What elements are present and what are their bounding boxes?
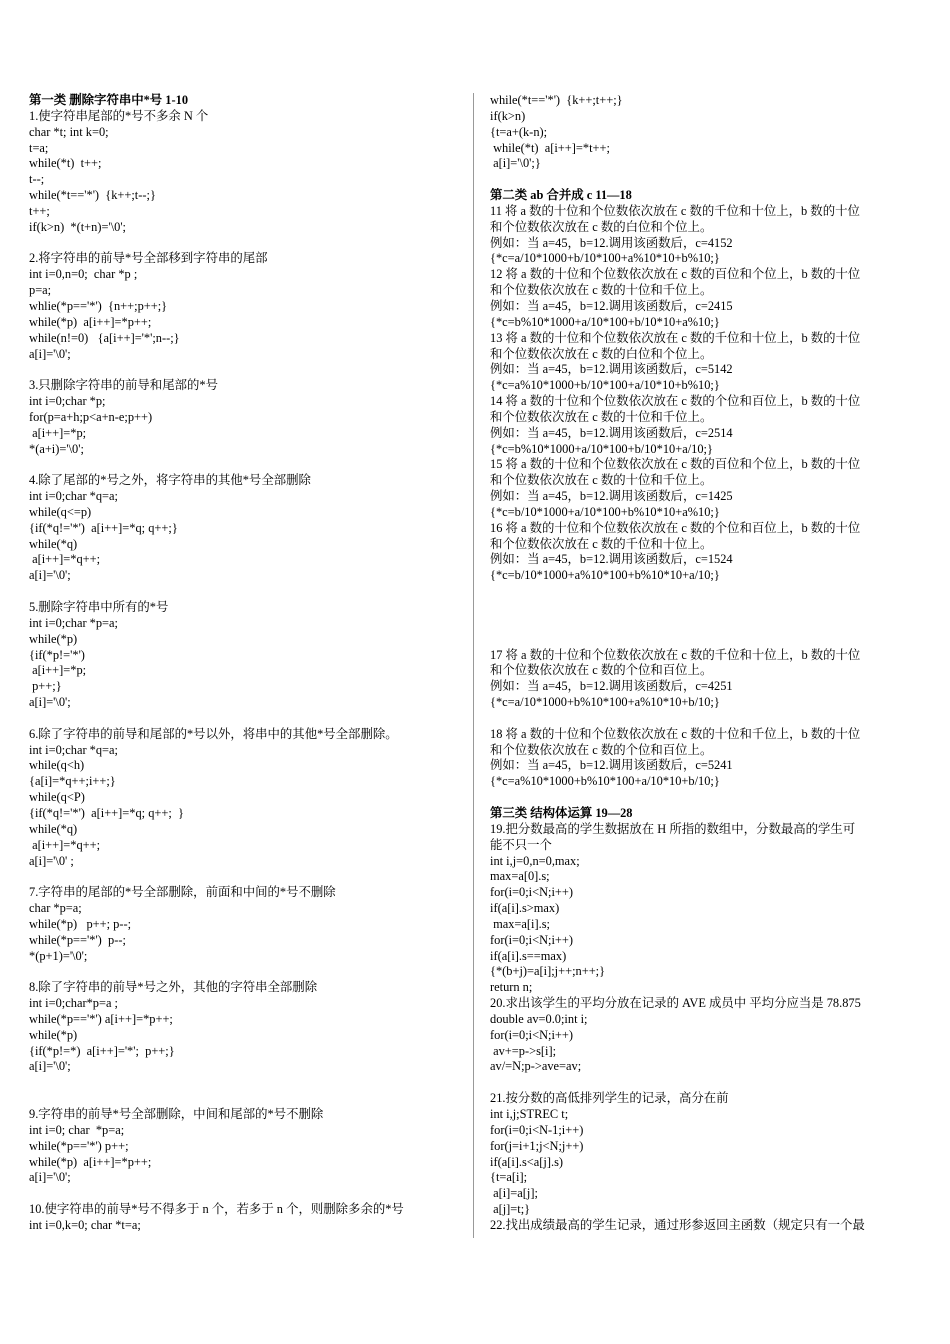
- text-line: while(*p) a[i++]=*p++;: [29, 314, 152, 329]
- text-line: char *p=a;: [29, 901, 82, 916]
- text-line: 例如：当 a=45，b=12.调用该函数后，c=4152: [490, 235, 733, 250]
- text-line: {t=a[i];: [490, 1170, 528, 1185]
- text-line: while(*t=='*') {k++;t++;}: [490, 93, 623, 107]
- text-line: {if(*q!='*') a[i++]=*q; q++;}: [29, 520, 178, 535]
- text-line: 例如：当 a=45，b=12.调用该函数后，c=1524: [490, 552, 733, 567]
- text-line: [490, 632, 930, 648]
- text-line: for(i=0;i<N;i++): [490, 1027, 574, 1042]
- text-line: {*c=a%10*1000+b%10*100+a/10*10+b/10;}: [490, 774, 720, 789]
- column-divider: [473, 93, 474, 1238]
- text-line: p=a;: [29, 283, 52, 298]
- text-line: a[i]='\0';: [29, 1170, 71, 1185]
- text-line: 10.使字符串的前导*号不得多于 n 个，若多于 n 个，则删除多余的*号: [29, 1202, 404, 1217]
- text-line: 22.找出成绩最高的学生记录，通过形参返回主函数（规定只有一个最: [490, 1217, 865, 1232]
- text-line: return n;: [490, 980, 533, 995]
- text-line: {a[i]=*q++;i++;}: [29, 774, 116, 789]
- text-line: [29, 711, 467, 727]
- text-line: 12 将 a 数的十位和个位数依次放在 c 数的百位和个位上，b 数的十位: [490, 267, 861, 282]
- text-line: {*(b+j)=a[i];j++;n++;}: [490, 964, 606, 979]
- text-line: {if(*q!='*') a[i++]=*q; q++; }: [29, 805, 184, 820]
- text-line: 例如：当 a=45，b=12.调用该函数后，c=5142: [490, 362, 733, 377]
- text-line: max=a[i].s;: [490, 916, 550, 931]
- text-line: 和个位数依次放在 c 数的白位和个位上。: [490, 219, 713, 234]
- text-line: [29, 1091, 467, 1107]
- text-line: a[i++]=*p;: [29, 663, 87, 678]
- text-line: 17 将 a 数的十位和个位数依次放在 c 数的千位和十位上，b 数的十位: [490, 647, 861, 662]
- text-line: a[i]='\0' ;: [29, 853, 74, 868]
- text-line: 18 将 a 数的十位和个位数依次放在 c 数的十位和千位上，b 数的十位: [490, 726, 861, 741]
- text-line: int i,j=0,n=0,max;: [490, 853, 580, 868]
- text-line: while(n!=0) {a[i++]='*';n--;}: [29, 330, 180, 345]
- text-line: [490, 790, 930, 806]
- text-line: 2.将字符串的前导*号全部移到字符串的尾部: [29, 251, 268, 266]
- text-line: t--;: [29, 172, 45, 187]
- text-line: [490, 616, 930, 632]
- text-line: a[i]='\0';: [29, 568, 71, 583]
- text-line: int i=0,n=0; char *p ;: [29, 267, 138, 282]
- text-line: int i=0;char *q=a;: [29, 489, 118, 504]
- text-line: if(a[i].s==max): [490, 948, 567, 963]
- text-line: 21.按分数的高低排列学生的记录，高分在前: [490, 1091, 729, 1106]
- text-line: 和个位数依次放在 c 数的白位和个位上。: [490, 346, 713, 361]
- text-line: 19.把分数最高的学生数据放在 H 所指的数组中，分数最高的学生可: [490, 821, 856, 836]
- text-line: max=a[0].s;: [490, 869, 550, 884]
- text-line: a[i]='\0';: [29, 346, 71, 361]
- text-line: [490, 711, 930, 727]
- text-line: 例如：当 a=45，b=12.调用该函数后，c=5241: [490, 758, 733, 773]
- text-line: 和个位数依次放在 c 数的个位和百位上。: [490, 663, 713, 678]
- text-line: char *t; int k=0;: [29, 124, 109, 139]
- section-heading: 第三类 结构体运算 19—28: [490, 805, 633, 820]
- text-line: while(*p=='*') p++;: [29, 1138, 129, 1153]
- text-line: int i,j;STREC t;: [490, 1107, 569, 1121]
- text-line: [29, 457, 467, 473]
- text-line: a[j]=t;}: [490, 1202, 531, 1217]
- text-line: {if(*p!='*'): [29, 647, 85, 662]
- text-line: 和个位数依次放在 c 数的十位和千位上。: [490, 409, 713, 424]
- text-line: 例如：当 a=45，b=12.调用该函数后，c=2415: [490, 298, 733, 313]
- text-line: p++;}: [29, 679, 62, 694]
- text-line: a[i]='\0';: [29, 1059, 71, 1074]
- section-heading: 第二类 ab 合并成 c 11—18: [490, 188, 632, 203]
- text-line: for(i=0;i<N-1;i++): [490, 1122, 584, 1137]
- text-line: double av=0.0;int i;: [490, 1011, 588, 1026]
- text-line: [29, 584, 467, 600]
- text-line: while(*p): [29, 631, 78, 646]
- text-line: a[i]='\0';}: [490, 156, 541, 171]
- text-line: 和个位数依次放在 c 数的十位和千位上。: [490, 283, 713, 298]
- text-line: {t=a+(k-n);: [490, 124, 548, 139]
- text-line: 例如：当 a=45，b=12.调用该函数后，c=2514: [490, 425, 733, 440]
- text-line: 6.除了字符串的前导和尾部的*号以外，将串中的其他*号全部删除。: [29, 726, 398, 741]
- text-line: 20.求出该学生的平均分放在记录的 AVE 成员中 平均分应当是 78.875: [490, 996, 861, 1011]
- text-line: [490, 584, 930, 600]
- text-line: int i=0;char *p=a;: [29, 615, 118, 630]
- text-line: while(*p=='*') p--;: [29, 932, 126, 947]
- text-line: 例如：当 a=45，b=12.调用该函数后，c=4251: [490, 679, 733, 694]
- text-line: {*c=a%10*1000+b/10*100+a/10*10+b%10;}: [490, 378, 720, 393]
- text-line: for(i=0;i<N;i++): [490, 932, 574, 947]
- text-line: while(q<P): [29, 790, 85, 805]
- right-column: [490, 93, 930, 1234]
- text-line: 3.只删除字符串的前导和尾部的*号: [29, 378, 218, 393]
- text-line: a[i]=a[j];: [490, 1186, 538, 1201]
- text-line: int i=0; char *p=a;: [29, 1122, 125, 1137]
- text-line: {*c=a/10*1000+b/10*100+a%10*10+b%10;}: [490, 251, 720, 266]
- text-line: 和个位数依次放在 c 数的十位和千位上。: [490, 473, 713, 488]
- text-line: for(p=a+h;p<a+n-e;p++): [29, 409, 153, 424]
- text-line: a[i]='\0';: [29, 695, 71, 710]
- text-line: {*c=b/10*1000+a/10*100+b%10*10+a%10;}: [490, 504, 720, 519]
- text-line: [29, 362, 467, 378]
- text-line: 1.使字符串尾部的*号不多余 N 个: [29, 108, 209, 123]
- text-line: while(*t) t++;: [29, 156, 102, 171]
- text-line: *(p+1)='\0';: [29, 948, 88, 963]
- text-line: 16 将 a 数的十位和个位数依次放在 c 数的个位和百位上，b 数的十位: [490, 520, 861, 535]
- text-line: while(q<=p): [29, 504, 92, 519]
- text-line: if(k>n) *(t+n)='\0';: [29, 219, 127, 234]
- section-heading: 第一类 删除字符串中*号 1-10: [29, 93, 189, 107]
- text-line: {*c=b%10*1000+a/10*100+b/10*10+a/10;}: [490, 441, 713, 456]
- text-line: 和个位数依次放在 c 数的个位和百位上。: [490, 742, 713, 757]
- text-line: 13 将 a 数的十位和个位数依次放在 c 数的千位和十位上，b 数的十位: [490, 330, 861, 345]
- text-line: av/=N;p->ave=av;: [490, 1059, 582, 1074]
- text-line: 15 将 a 数的十位和个位数依次放在 c 数的百位和个位上，b 数的十位: [490, 457, 861, 472]
- text-line: int i=0;char *p;: [29, 394, 106, 409]
- text-line: [490, 1075, 930, 1091]
- text-line: [29, 236, 467, 252]
- text-line: 和个位数依次放在 c 数的千位和十位上。: [490, 536, 713, 551]
- text-line: {*c=b/10*1000+a%10*100+b%10*10+a/10;}: [490, 568, 720, 583]
- text-line: for(j=i+1;j<N;j++): [490, 1138, 584, 1153]
- text-line: if(a[i].s<a[j].s): [490, 1154, 564, 1169]
- text-line: 7.字符串的尾部的*号全部删除，前面和中间的*号不删除: [29, 885, 336, 900]
- text-line: [29, 964, 467, 980]
- text-line: while(*t=='*') {k++;t--;}: [29, 188, 156, 203]
- text-line: 8.除了字符串的前导*号之外，其他的字符串全部删除: [29, 980, 318, 995]
- text-line: while(*q): [29, 536, 78, 551]
- text-line: if(a[i].s>max): [490, 901, 560, 916]
- text-line: a[i++]=*q++;: [29, 552, 101, 567]
- text-line: while(*p=='*') a[i++]=*p++;: [29, 1011, 173, 1026]
- text-line: {*c=b%10*1000+a/10*100+b/10*10+a%10;}: [490, 314, 720, 329]
- text-line: [29, 1075, 467, 1091]
- text-line: while(q<h): [29, 758, 85, 773]
- text-line: int i=0;char *q=a;: [29, 742, 118, 757]
- text-line: while(*t) a[i++]=*t++;: [490, 140, 610, 155]
- text-line: for(i=0;i<N;i++): [490, 885, 574, 900]
- text-line: 4.除了尾部的*号之外，将字符串的其他*号全部删除: [29, 473, 311, 488]
- text-line: av+=p->s[i];: [490, 1043, 557, 1058]
- text-line: int i=0;char*p=a ;: [29, 996, 118, 1011]
- text-line: whlie(*p=='*') {n++;p++;}: [29, 298, 168, 313]
- text-line: 5.删除字符串中所有的*号: [29, 600, 169, 614]
- text-line: t++;: [29, 203, 50, 218]
- text-line: 14 将 a 数的十位和个位数依次放在 c 数的个位和百位上，b 数的十位: [490, 394, 861, 409]
- text-line: 9.字符串的前导*号全部删除，中间和尾部的*号不删除: [29, 1107, 324, 1121]
- text-line: [29, 1186, 467, 1202]
- text-line: while(*q): [29, 821, 78, 836]
- text-line: [490, 600, 930, 616]
- text-line: {*c=a/10*1000+b%10*100+a%10*10+b/10;}: [490, 695, 720, 710]
- text-line: [29, 869, 467, 885]
- text-line: a[i++]=*p;: [29, 425, 87, 440]
- text-line: {if(*p!=*) a[i++]='*'; p++;}: [29, 1043, 175, 1058]
- left-column: [29, 93, 467, 1234]
- text-line: 11 将 a 数的十位和个位数依次放在 c 数的千位和十位上，b 数的十位: [490, 203, 860, 218]
- text-line: a[i++]=*q++;: [29, 837, 101, 852]
- text-line: [490, 172, 930, 188]
- text-line: if(k>n): [490, 108, 526, 123]
- text-line: 例如：当 a=45，b=12.调用该函数后，c=1425: [490, 489, 733, 504]
- text-line: while(*p) p++; p--;: [29, 916, 132, 931]
- text-line: *(a+i)='\0';: [29, 441, 84, 456]
- text-line: while(*p): [29, 1027, 78, 1042]
- text-line: 能不只一个: [490, 837, 552, 852]
- text-line: while(*p) a[i++]=*p++;: [29, 1154, 152, 1169]
- text-line: t=a;: [29, 140, 49, 155]
- text-line: int i=0,k=0; char *t=a;: [29, 1217, 141, 1232]
